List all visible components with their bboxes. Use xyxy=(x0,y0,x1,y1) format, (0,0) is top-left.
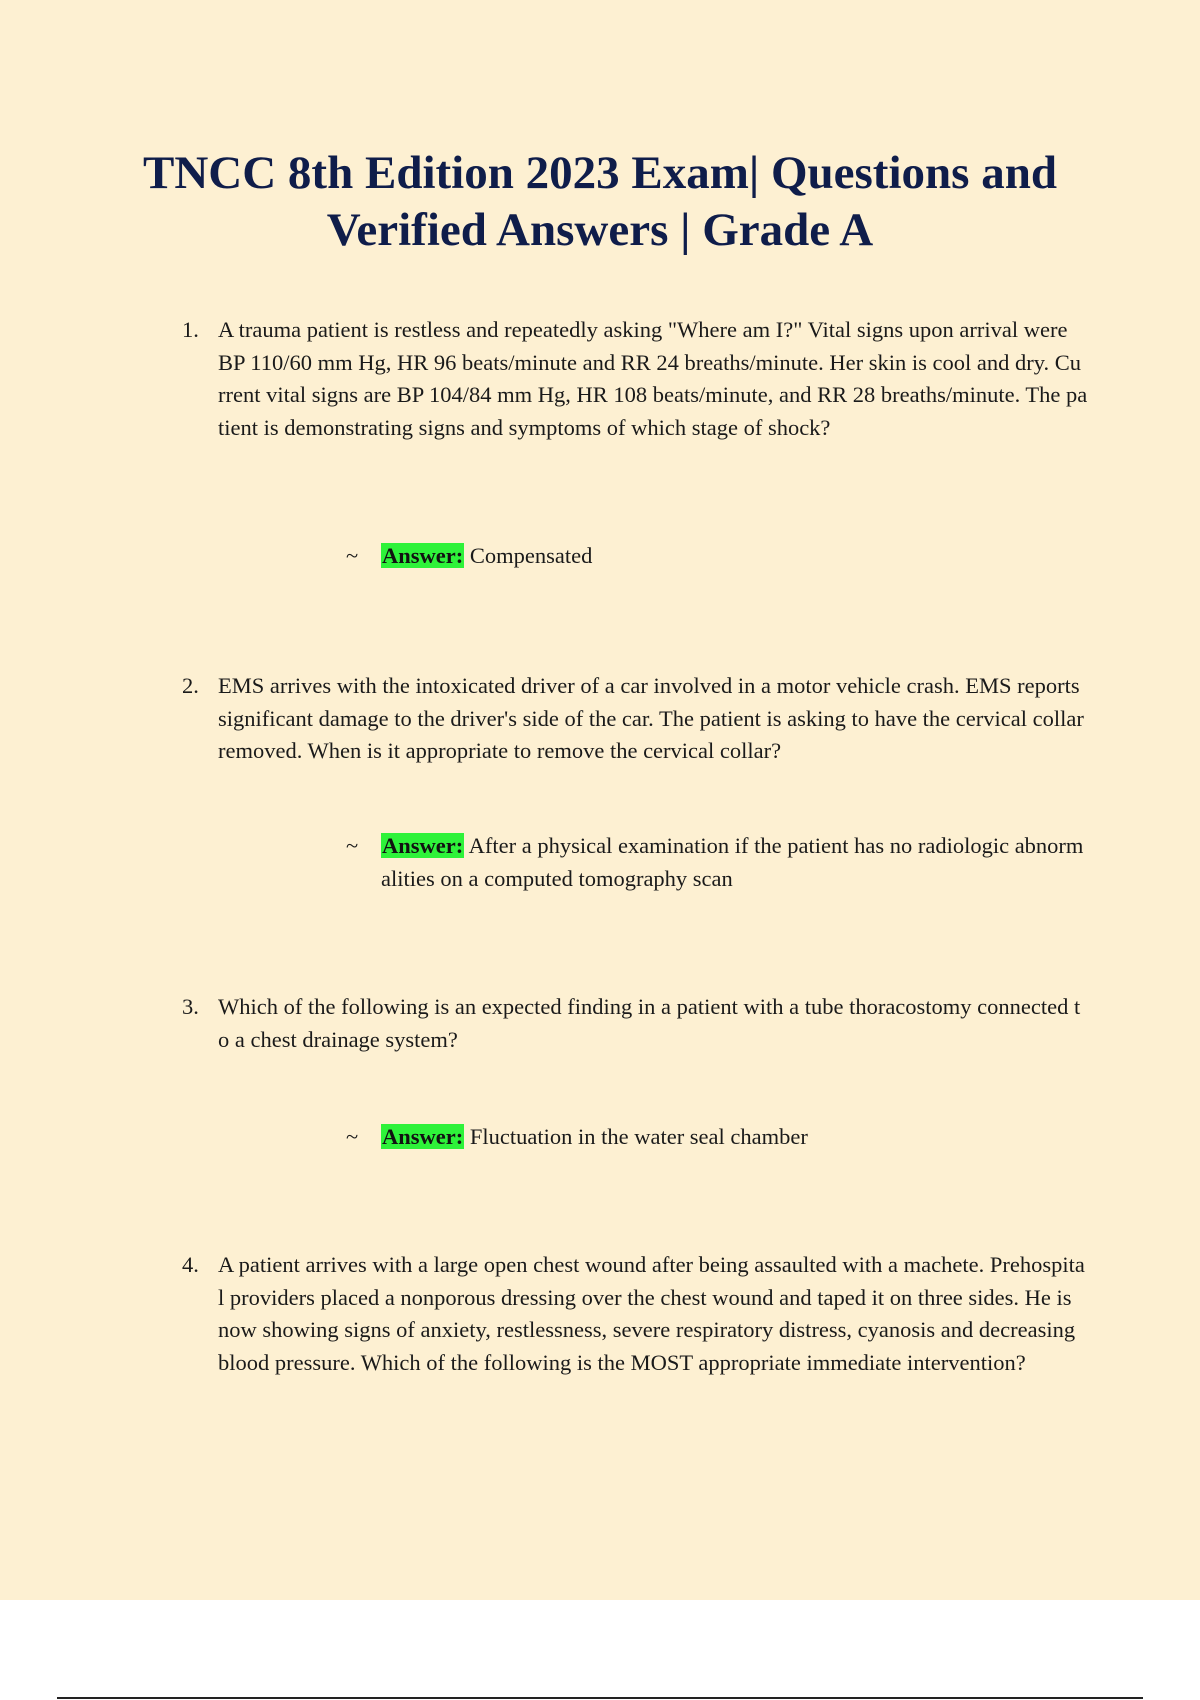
question-text: EMS arrives with the intoxicated driver of a car involved in a motor vehicle crash. EMS reports significant damage to the driver's side of the car. The patient is asking to have the cervical collar removed. When is it appropriate to remove the cervical collar? xyxy=(218,673,1084,763)
question-text: A patient arrives with a large open chest wound after being assaulted with a machete. Prehospital providers placed a nonporous dressing over the chest wound and taped it on three sides. He is now showing signs of anxiety, restlessness, severe respiratory distress, cyanosis and decreasing blood pressure. Which of the following is the MOST appropriate immediate intervention? xyxy=(218,1252,1085,1375)
answer-label: Answer: xyxy=(382,833,464,858)
answer-bullet: ~ xyxy=(346,833,359,858)
footer-divider xyxy=(57,1697,1143,1699)
question-item xyxy=(182,670,1088,768)
answer-text: Fluctuation in the water seal chamber xyxy=(469,1124,808,1149)
answer-item xyxy=(346,830,1086,895)
title-line-1: TNCC 8th Edition 2023 Exam| Questions and xyxy=(143,147,1057,199)
answer-body xyxy=(381,540,1086,573)
answer-item xyxy=(346,1121,1086,1154)
question-text: Which of the following is an expected finding in a patient with a tube thoracostomy connected to a chest drainage system? xyxy=(218,994,1081,1052)
question-text: A trauma patient is restless and repeatedly asking "Where am I?" Vital signs upon arrival were BP 110/60 mm Hg, HR 96 beats/minute and RR 24 breaths/minute. Her skin is cool and dry. Current vital signs are BP 104/84 mm Hg, HR 108 beats/minute, and RR 28 breaths/minute. The patient is demonstrating signs and symptoms of which stage of shock? xyxy=(218,317,1088,440)
answer-text: Compensated xyxy=(469,543,593,568)
question-number: 1. xyxy=(182,317,199,342)
answer-body xyxy=(381,1121,1086,1154)
question-item xyxy=(182,1249,1088,1379)
question-item xyxy=(182,991,1088,1056)
answer-bullet: ~ xyxy=(346,1124,359,1149)
document-title xyxy=(100,145,1100,259)
answer-body xyxy=(381,830,1086,895)
question-number: 4. xyxy=(182,1252,199,1277)
question-number: 2. xyxy=(182,673,199,698)
question-number: 3. xyxy=(182,994,199,1019)
question-item xyxy=(182,314,1088,444)
answer-text: After a physical examination if the patient has no radiologic abnormalities on a computed tomography scan xyxy=(381,833,1084,891)
answer-label: Answer: xyxy=(382,1124,464,1149)
answer-label: Answer: xyxy=(382,543,464,568)
answer-item xyxy=(346,540,1086,573)
answer-bullet: ~ xyxy=(346,543,359,568)
title-line-2: Verified Answers | Grade A xyxy=(326,204,874,256)
